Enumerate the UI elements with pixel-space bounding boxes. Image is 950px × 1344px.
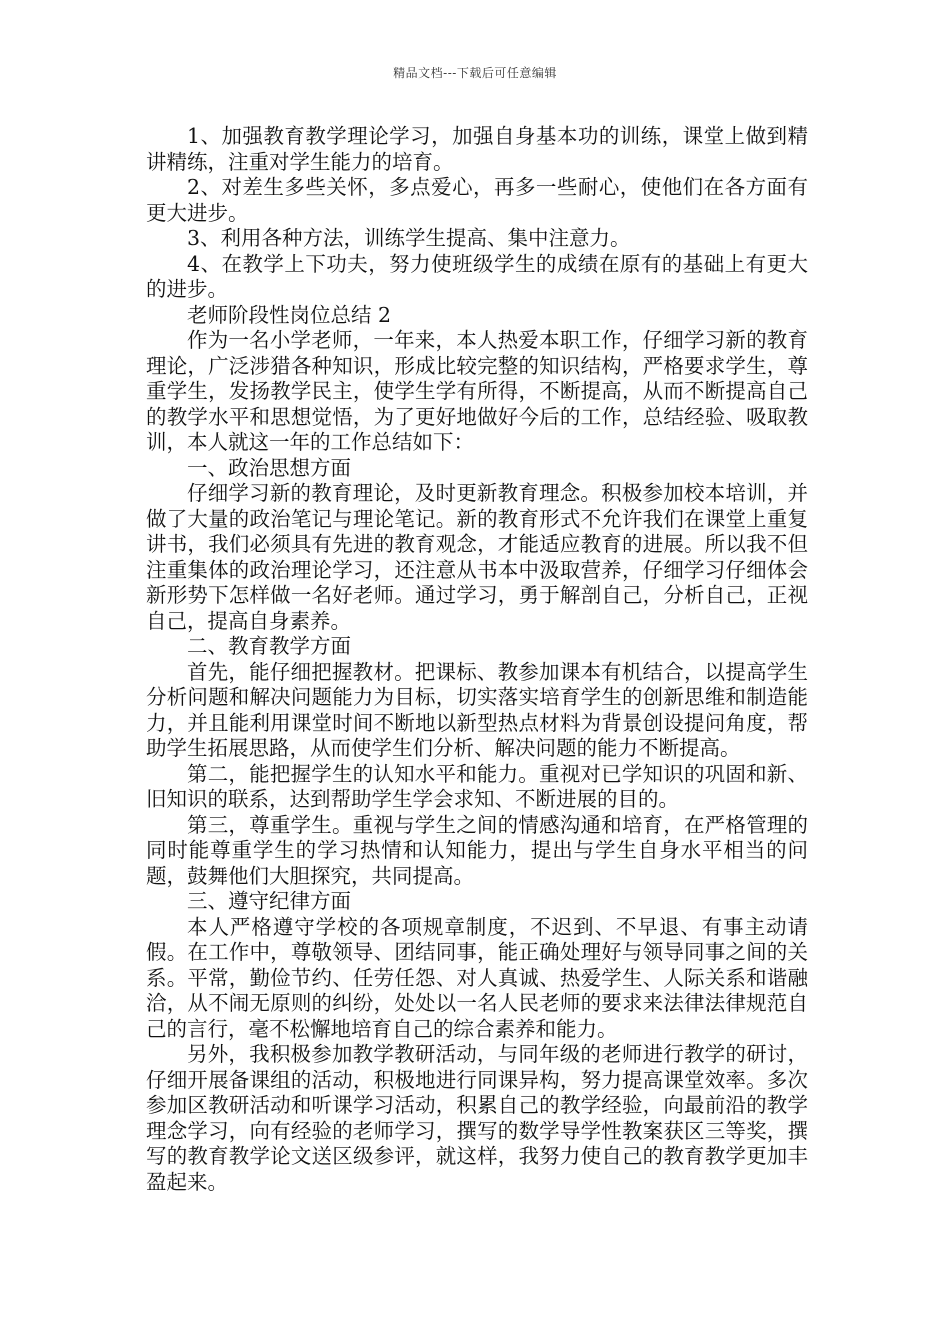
intro-paragraph: 作为一名小学老师，一年来，本人热爱本职工作，仔细学习新的教育理论，广泛涉猎各种知识，形成比较完整的知识结构，严格要求学生，尊重学生，发扬教学民主，使学生学有所得，不断提高，从而不断提高自己的教学水平和思想觉悟，为了更好地做好今后的工作，总结经验、吸取教训，本人就这一年的工作总结如下： <box>146 328 808 454</box>
heading-political: 一、政治思想方面 <box>187 455 351 480</box>
political-paragraph: 仔细学习新的教育理论，及时更新教育理念。积极参加校本培训，并做了大量的政治笔记与理论笔记。新的教育形式不允许我们在课堂上重复讲书，我们必须具有先进的教育观念，才能适应教育的进展。所以我不但注重集体的政治理论学习，还注意从书本中汲取营养，仔细学习仔细体会新形势下怎样做一名好老师。通过学习，勇于解剖自己，分析自己，正视自己，提高自身素养。 <box>146 481 808 633</box>
list-item-4: 4、在教学上下功夫，努力使班级学生的成绩在原有的基础上有更大的进步。 <box>146 251 808 301</box>
heading-teaching: 二、教育教学方面 <box>187 634 351 658</box>
research-paragraph: 另外，我积极参加教学教研活动，与同年级的老师进行教学的研讨，仔细开展备课组的活动，积极地进行同课异构，努力提高课堂效率。多次参加区教研活动和听课学习活动，积累自己的教学经验，向最前沿的教学理念学习，向有经验的老师学习，撰写的数学导学性教案获区三等奖，撰写的教育教学论文送区级参评，就这样，我努力使自己的教育教学更加丰盈起来。 <box>146 1042 808 1194</box>
discipline-paragraph: 本人严格遵守学校的各项规章制度，不迟到、不早退、有事主动请假。在工作中，尊敬领导、团结同事，能正确处理好与领导同事之间的关系。平常，勤俭节约、任劳任怨、对人真诚、热爱学生、人际关系和谐融洽，从不闹无原则的纠纷，处处以一名人民老师的要求来法律法律规范自己的言行，毫不松懈地培育自己的综合素养和能力。 <box>146 914 808 1041</box>
list-item-1: 1、加强教育教学理论学习，加强自身基本功的训练，课堂上做到精讲精练，注重对学生能力的培育。 <box>146 124 808 174</box>
section-title: 老师阶段性岗位总结 2 <box>187 302 392 327</box>
document-body <box>146 124 808 1195</box>
teaching-paragraph-1: 首先，能仔细把握教材。把课标、教参加课本有机结合，以提高学生分析问题和解决问题能力为目标，切实落实培育学生的创新思维和制造能力，并且能利用课堂时间不断地以新型热点材料为背景创设提问角度，帮助学生拓展思路，从而使学生们分析、解决问题的能力不断提高。 <box>146 659 808 760</box>
list-item-3: 3、利用各种方法，训练学生提高、集中注意力。 <box>187 226 631 250</box>
list-item-2: 2、对差生多些关怀，多点爱心，再多一些耐心，使他们在各方面有更大进步。 <box>146 175 808 225</box>
teaching-paragraph-2: 第二，能把握学生的认知水平和能力。重视对已学知识的巩固和新、旧知识的联系，达到帮助学生学会求知、不断进展的目的。 <box>146 761 808 811</box>
page-header: 精品文档---下载后可任意编辑 <box>393 66 557 80</box>
heading-discipline: 三、遵守纪律方面 <box>187 889 351 913</box>
teaching-paragraph-3: 第三，尊重学生。重视与学生之间的情感沟通和培育，在严格管理的同时能尊重学生的学习热情和认知能力，提出与学生自身水平相当的问题，鼓舞他们大胆探究，共同提高。 <box>146 812 808 888</box>
